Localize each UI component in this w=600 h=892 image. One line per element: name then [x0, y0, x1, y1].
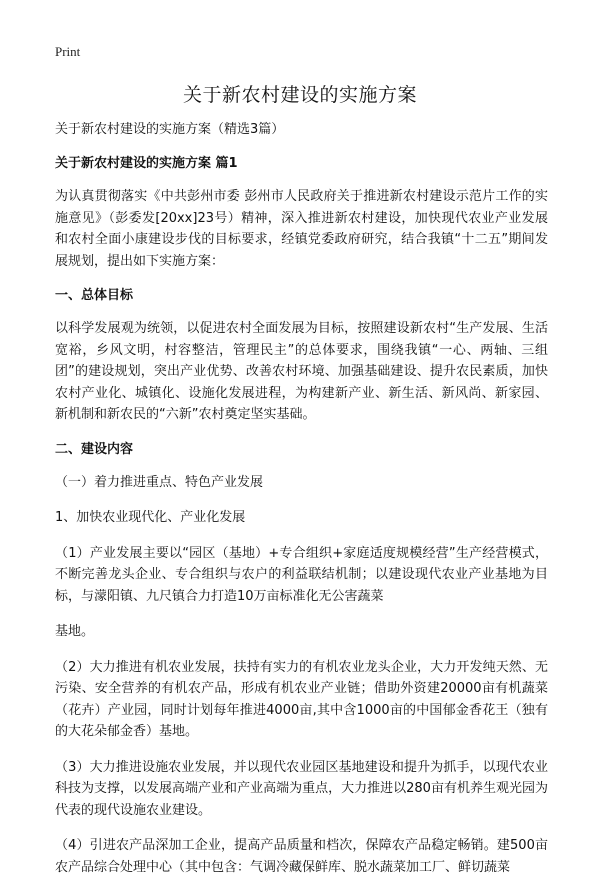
section-heading-content: 二、建设内容: [55, 441, 134, 457]
section-heading-goals: 一、总体目标: [55, 288, 134, 303]
subsection-heading: （一）着力推进重点、特色产业发展: [55, 474, 264, 490]
intro-paragraph: 为认真贯彻落实《中共彭州市委 彭州市人民政府关于推进新农村建设示范片工作的实施意见》（彭委发[20xx]23号）精神，深入推进新农村建设，加快现代农业产业发展和农村全面小康建设步伐的目标要求，经镇党委政府研究，结合我镇“十二五”期间发展规划，提出如下实施方案：: [55, 189, 548, 269]
document-title: 关于新农村建设的实施方案: [182, 84, 417, 106]
print-link[interactable]: Print: [55, 44, 81, 59]
article-heading: 关于新农村建设的实施方案 篇1: [55, 156, 238, 171]
item-paragraph-1: （1）产业发展主要以“园区（基地）+专合组织+家庭适度规模经营”生产经营模式，不断完善龙头企业、专合组织与农户的利益联结机制；以建设现代农业产业基地为目标，与濛阳镇、九尺镇合力打造10万亩标准化无公害蔬菜: [55, 545, 548, 604]
item-paragraph-3: （3）大力推进设施农业发展，并以现代农业园区基地建设和提升为抓手，以现代农业科技为支撑，以发展高端产业和产业高端为重点，大力推进以280亩有机养生观光园为代表的现代设施农业建设。: [55, 759, 548, 818]
item-paragraph-1-continued: 基地。: [55, 624, 95, 639]
document-subtitle: 关于新农村建设的实施方案（精选3篇）: [55, 122, 285, 137]
subsubsection-heading: 1、加快农业现代化、产业化发展: [55, 510, 246, 525]
document-body: [55, 120, 548, 892]
item-paragraph-2: （2）大力推进有机农业发展，扶持有实力的有机农业龙头企业，大力开发纯天然、无污染、安全营养的有机农产品，形成有机农业产业链；借助外资建20000亩有机蔬菜（花卉）产业园，同时计划每年推进4000亩,其中含1000亩的中国郁金香花王（独有的大花朵郁金香）基地。: [55, 659, 548, 739]
goals-paragraph: 以科学发展观为统领，以促进农村全面发展为目标，按照建设新农村“生产发展、生活宽裕，乡风文明，村容整洁，管理民主”的总体要求，围绕我镇“一心、两轴、三组团”的建设规划，突出产业优势、改善农村环境、加强基础建设、提升农民素质，加快农村产业化、城镇化、设施化发展进程，为构建新产业、新生活、新风尚、新家园、新机制和新农民的“六新”农村奠定坚实基础。: [55, 321, 548, 422]
item-paragraph-4: （4）引进农产品深加工企业，提高产品质量和档次，保障农产品稳定畅销。建500亩农产品综合处理中心（其中包含：气调冷藏保鲜库、脱水蔬菜加工厂、鲜切蔬菜: [55, 838, 548, 875]
